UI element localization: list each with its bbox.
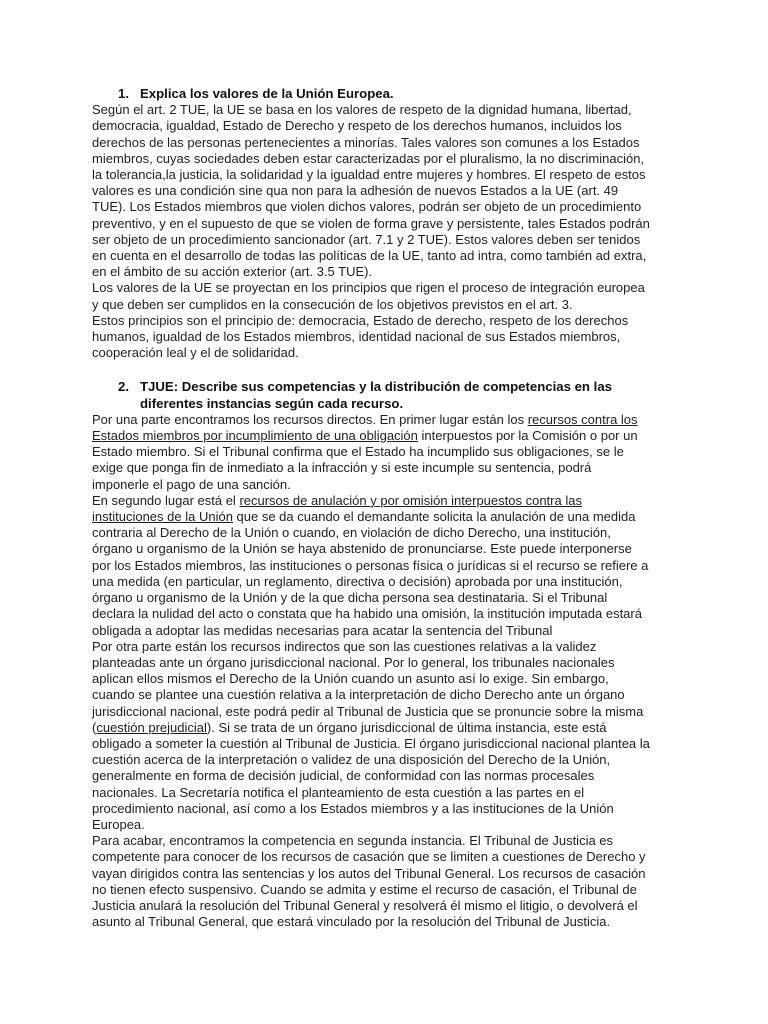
section-2-heading	[92, 379, 652, 411]
paragraph-text: Por otra parte están los recursos indirectos que son las cuestiones relativas a la validez planteadas ante un órgano jurisdiccional nacional. Por lo general, los tribunales nacionales aplican ellos mismos el Derecho de la Unión cuando un asunto así lo exige. Sin embargo, cuando se plantee una cuestión relativa a la interpretación de dicho Derecho ante un órgano jurisdiccional nacional, este podrá pedir al Tribunal de Justicia que se pronuncie sobre la misma (	[92, 638, 644, 735]
underlined-term-preliminary-ruling: cuestión prejudicial	[96, 719, 207, 735]
paragraph-text: ). Si se trata de un órgano jurisdiccional de última instancia, este está obligado a someter la cuestión al Tribunal de Justicia. El órgano jurisdiccional nacional plantea la cuestión acerca de la interpretación o validez de una disposición del Derecho de la Unión, generalmente en forma de decisión judicial, de conformidad con las normas procesales nacionales. La Secretaría notifica el planteamiento de esta cuestión a las partes en el procedimiento nacional, así como a los Estados miembros y a las instituciones de la Unión Europea.	[92, 719, 650, 832]
section-2-paragraph-2	[92, 493, 652, 639]
underlined-term-annulment: recursos de anulación y por omisión interpuestos contra las instituciones de la Unión	[92, 492, 582, 525]
section-1-paragraph-2: Los valores de la UE se proyectan en los principios que rigen el proceso de integración europea y que deben ser cumplidos en la consecución de los objetivos previstos en el art. 3.	[92, 280, 645, 312]
section-2-title: TJUE: Describe sus competencias y la distribución de competencias en las diferentes instancias según cada recurso.	[140, 379, 612, 411]
section-2-paragraph-4: Para acabar, encontramos la competencia en segunda instancia. El Tribunal de Justicia es competente para conocer de los recursos de casación que se limiten a cuestiones de Derecho y vayan dirigidos contra las sentencias y los autos del Tribunal General. Los recursos de casación no tienen efecto suspensivo. Cuando se admita y estime el recurso de casación, el Tribunal de Justicia anulará la resolución del Tribunal General y resolverá él mismo el litigio, o devolverá el asunto al Tribunal General, que estará vinculado por la resolución del Tribunal de Justicia.	[92, 833, 646, 930]
section-1-paragraph-3: Estos principios son el principio de: democracia, Estado de derecho, respeto de los derechos humanos, igualdad de los Estados miembros, identidad nacional de sus Estados miembros, cooperación leal y el de solidaridad.	[92, 312, 629, 361]
paragraph-text: Por una parte encontramos los recursos directos. En primer lugar están los	[92, 411, 528, 427]
underlined-term-infringement: recursos contra los Estados miembros por incumplimiento de una obligación	[92, 411, 638, 444]
section-1-number: 1.	[118, 86, 129, 101]
section-2-paragraph-3	[92, 639, 652, 833]
section-1-title: Explica los valores de la Unión Europea.	[140, 86, 394, 101]
section-1-paragraph-1: Según el art. 2 TUE, la UE se basa en los valores de respeto de la dignidad humana, libertad, democracia, igualdad, Estado de Derecho y respeto de los derechos humanos, incluidos los derechos de las personas pertenecientes a minorías. Tales valores son comunes a los Estados miembros, cuyas sociedades deben estar caracterizadas por el pluralismo, la no discriminación, la tolerancia,la justicia, la solidaridad y la igualdad entre mujeres y hombres. El respeto de estos valores es una condición sine qua non para la adhesión de nuevos Estados a la UE (art. 49 TUE). Los Estados miembros que violen dichos valores, podrán ser objeto de un procedimiento preventivo, y en el supuesto de que se violen de forma grave y persistente, tales Estados podrán ser objeto de un procedimiento sancionador (art. 7.1 y 2 TUE). Estos valores deben ser tenidos en cuenta en el desarrollo de todas las políticas de la UE, tanto ad intra, como también ad extra, en el ámbito de su acción exterior (art. 3.5 TUE).	[92, 102, 650, 280]
paragraph-text: interpuestos por la Comisión o por un Estado miembro. Si el Tribunal confirma que el Estado ha incumplido sus obligaciones, se le exige que ponga fin de inmediato a la infracción y si este incumple su sentencia, podrá imponerle el pago de una sanción.	[92, 428, 638, 492]
paragraph-text: que se da cuando el demandante solicita la anulación de una medida contraria al Derecho de la Unión o cuando, en violación de dicho Derecho, una institución, órgano u organismo de la Unión se haya abstenido de pronunciarse. Este puede interponerse por los Estados miembros, las instituciones o personas física o jurídicas si el recurso se refiere a una medida (en particular, un reglamento, directiva o decisión) aprobada por una institución, órgano u organismo de la Unión y de la que dicha persona sea destinataria. Si el Tribunal declara la nulidad del acto o constata que ha habido una omisión, la institución imputada estará obligada a adoptar las medidas necesarias para acatar la sentencia del Tribunal	[92, 509, 649, 638]
section-1-heading	[92, 86, 652, 102]
section-2-paragraph-1	[92, 412, 652, 493]
paragraph-text: En segundo lugar está el	[92, 492, 240, 508]
section-2-number: 2.	[118, 379, 129, 395]
